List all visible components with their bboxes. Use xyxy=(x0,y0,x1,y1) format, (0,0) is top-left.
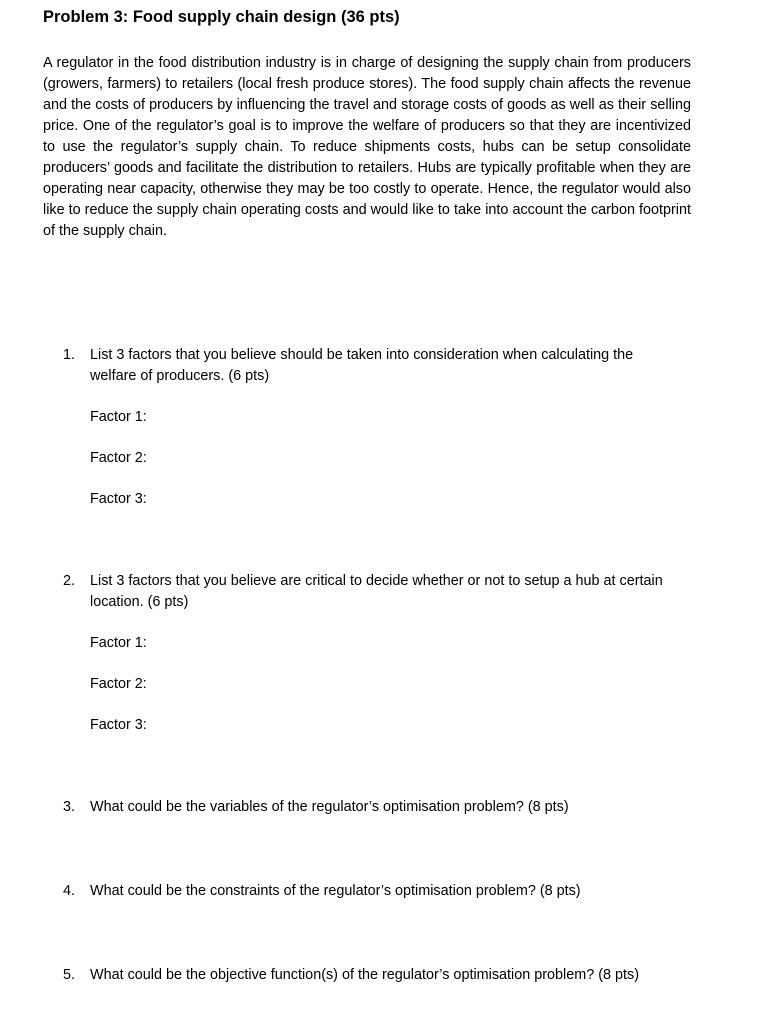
question-text: What could be the constraints of the regulator’s optimisation problem? (8 pts) xyxy=(90,883,581,899)
question-1 xyxy=(63,345,683,387)
question-number: 3. xyxy=(63,799,76,815)
question-2 xyxy=(63,571,683,613)
question-text: List 3 factors that you believe should be taken into consideration when calculating the welfare of producers. (6 pts) xyxy=(90,347,634,384)
q2-factor-1-label: Factor 1: xyxy=(90,635,147,651)
problem-title: Problem 3: Food supply chain design (36 pts) xyxy=(43,8,400,26)
question-3 xyxy=(63,797,683,818)
problem-intro-paragraph: A regulator in the food distribution industry is in charge of designing the supply chain from producers (growers, farmers) to retailers (local fresh produce stores). The food supply chain affects the revenue and the costs of producers by influencing the travel and storage costs of goods as well as their selling price. One of the regulator’s goal is to improve the welfare of producers so that they are incentivized to use the regulator’s supply chain. To reduce shipments costs, hubs can be setup consolidate producers’ goods and facilitate the distribution to retailers. Hubs are typically profitable when they are operating near capacity, otherwise they may be too costly to operate. Hence, the regulator would also like to reduce the supply chain operating costs and would like to take into account the carbon footprint of the supply chain. xyxy=(43,55,691,239)
question-number: 5. xyxy=(63,967,76,983)
question-text: What could be the variables of the regulator’s optimisation problem? (8 pts) xyxy=(90,799,569,815)
q1-factor-1-label: Factor 1: xyxy=(90,409,147,425)
question-number: 2. xyxy=(63,573,76,589)
question-text: What could be the objective function(s) of the regulator’s optimisation problem? (8 pts) xyxy=(90,967,639,983)
q1-factor-3-label: Factor 3: xyxy=(90,491,147,507)
q2-factor-3-label: Factor 3: xyxy=(90,717,147,733)
q1-factor-2-label: Factor 2: xyxy=(90,450,147,466)
question-5 xyxy=(63,965,673,986)
question-4 xyxy=(63,881,683,902)
question-text: List 3 factors that you believe are critical to decide whether or not to setup a hub at certain location. (6 pts) xyxy=(90,573,663,610)
question-number: 4. xyxy=(63,883,76,899)
question-number: 1. xyxy=(63,347,76,363)
q2-factor-2-label: Factor 2: xyxy=(90,676,147,692)
